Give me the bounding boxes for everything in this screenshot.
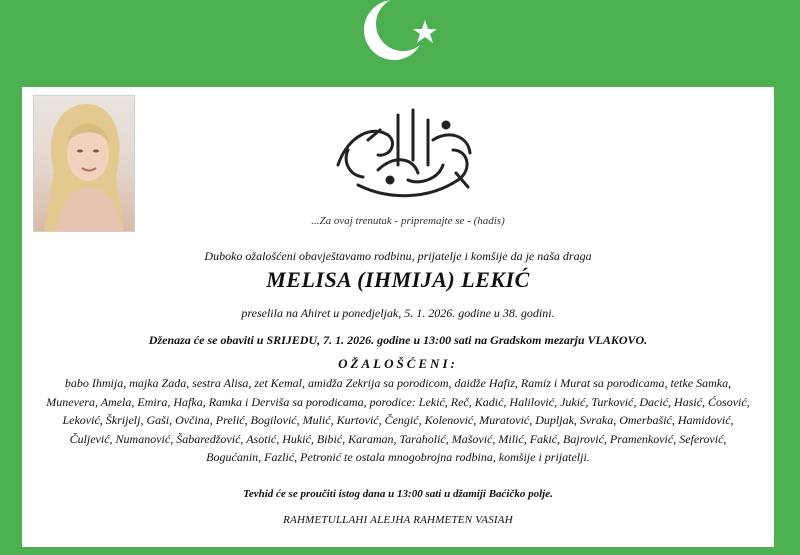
date-of-death: preselila na Ahiret u ponedjeljak, 5. 1. 2026. godine u 38. godini.	[241, 306, 555, 320]
obituary-notice	[22, 87, 774, 547]
mourners-list: babo Ihmija, majka Zada, sestra Alisa, zet Kemal, amidža Zekrija sa porodicom, daidže Hafiz, Ramiz i Murat sa porodicama, tetke Samka, Munevera, Amela, Emira, Hafka, Ramka i Derviša sa porodicama, porodice: Lekić, Reč, Kadić, Halilović, Jukić, Turković, Dacić, Hasić, Ćosović, Leković, Škrijelj, Gaši, Ovčina, Prelić, Bogilović, Mulić, Kurtović, Čengić, Kolenović, Muratović, Dupljak, Svraka, Omerbašić, Hamidović, Čuljević, Numanović, Šabaredžović, Asotić, Hukić, Bibić, Karaman, Taraholić, Mašović, Milić, Fakić, Bajrović, Pramenković, Seferović, Bogućanin, Fazlić, Petronić te ostala mnogobrojna rodbina, komšije i prijatelji.	[46, 376, 750, 464]
hadith-quote: ...Za ovaj trenutak - pripremajte se - (hadis)	[311, 215, 505, 227]
tevhid-notice: Tevhid će se proučiti istog dana u 13:00 sati u džamiji Baćičko polje.	[243, 488, 553, 500]
arabic-calligraphy-emblem	[318, 95, 488, 210]
crescent-and-star-icon	[357, 0, 447, 70]
deceased-portrait-photo	[33, 95, 135, 232]
deceased-name: MELISA (IHMIJA) LEKIĆ	[266, 267, 530, 292]
mourners-heading: OŽALOŠĆENI:	[338, 356, 458, 371]
closing-prayer: RAHMETULLAHI ALEJHA RAHMETEN VASIAH	[283, 514, 513, 526]
funeral-details: Dženaza će se obaviti u SRIJEDU, 7. 1. 2026. godine u 13:00 sati na Gradskom mezarju VLAKOVO.	[148, 333, 648, 347]
intro-text: Duboko ožalošćeni obavještavamo rodbinu, prijatelje i komšije da je naša draga	[204, 249, 592, 263]
